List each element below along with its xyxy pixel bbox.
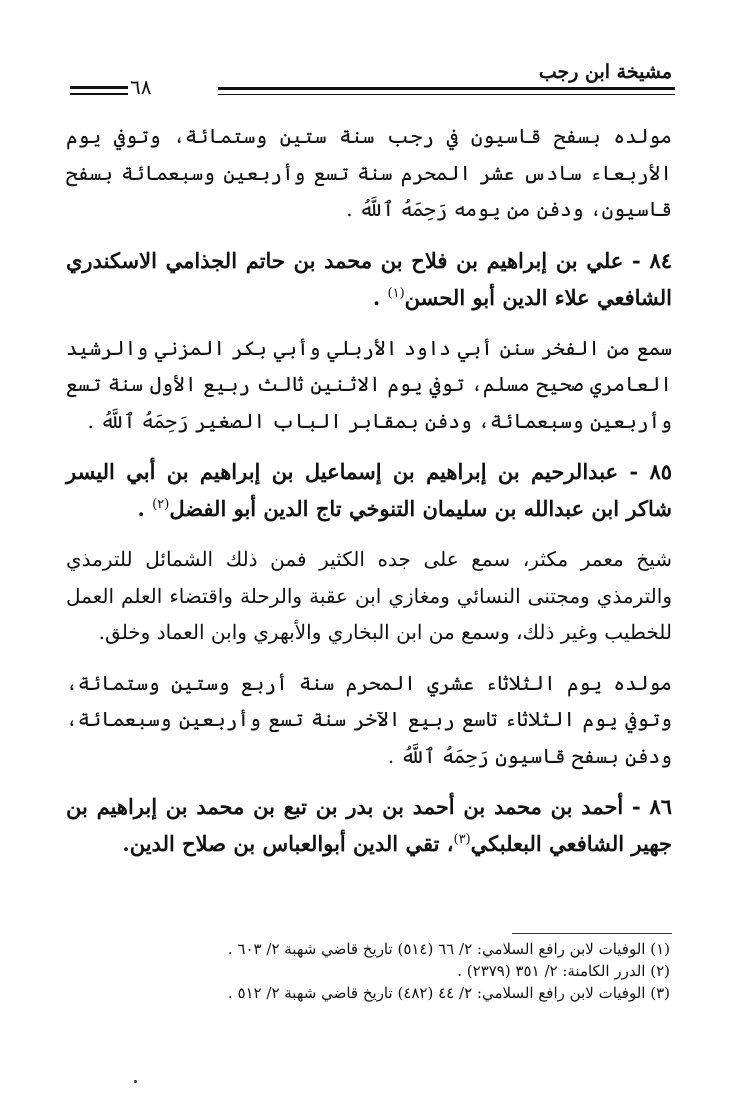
entry-85-text-2: مولده يوم الثلاثاء عشري المحرم سنة أربع وستين وستمائة، وتوفي يوم الثلاثاء تاسع ربيع الآخر سنة تسع وأربعين وسبعمائة، ودفن بسفح قاسيون رَحِمَهُ ٱللَّهُ . [66, 670, 672, 768]
entry-84-text: سمع من الفخر سنن أبي داود الأربلي وأبي بكر المزني والرشيد العامري صحيح مسلم، توفي يوم الاثنين ثالث ربيع الأول سنة تسع وأربعين وسبعمائة، ودفن بمقابر الباب الصغير رَحِمَهُ ٱللَّهُ . [66, 335, 672, 433]
footnote-2: (٢) الدرر الكامنة: ٢/ ٣٥١ (٢٣٧٩) . [457, 962, 670, 980]
entry-number: ٨٤ - [632, 247, 672, 273]
entry-name: عبدالرحيم بن إبراهيم بن إسماعيل بن إبراهيم بن أبي اليسر شاكر ابن عبدالله بن سليمان التنوخي تاج الدين أبو الفضل [66, 459, 672, 521]
header-rule-thick [218, 87, 675, 90]
main-text [66, 118, 672, 876]
entry-number: ٨٦ - [631, 794, 673, 819]
entry-number: ٨٥ - [629, 459, 672, 484]
entry-84-heading [66, 242, 672, 316]
footnote-ref[interactable]: (٣) [453, 832, 471, 847]
footnote-separator [512, 933, 672, 934]
entry-86-heading [66, 788, 672, 862]
entry-end: . [137, 496, 145, 521]
footnote-3: (٣) الوفيات لابن رافع السلامي: ٢/ ٤٤ (٤٨٢) تاريخ قاضي شهبة ٢/ ٥١٢ . [227, 984, 670, 1002]
entry-85-heading [66, 453, 672, 527]
footnote-ref[interactable]: (١) [387, 285, 405, 301]
footnotes [66, 938, 670, 1004]
entry-name: علي بن إبراهيم بن فلاح بن محمد بن حاتم الجذامي الاسكندري الشافعي علاء الدين أبو الحسن [66, 247, 672, 310]
page-number-rule-thick [70, 86, 128, 89]
paragraph-continuation: مولده بسفح قاسيون في رجب سنة ستين وستمائة، وتوفي يوم الأربعاء سادس عشر المحرم سنة تسع وأربعين وسبعمائة بسفح قاسيون، ودفن من يومه رَحِمَهُ ٱللَّهُ . [66, 124, 672, 221]
entry-end: . [372, 284, 381, 310]
entry-85-text-1: شيخ معمر مكثر، سمع على جده الكثير فمن ذلك الشمائل للترمذي والترمذي ومجتنى النسائي ومغازي ابن عقبة والرحلة واقتضاء العلم العمل للخطيب وغير ذلك، وسمع من ابن البخاري والأبهري وابن العماد وخلق. [66, 547, 672, 644]
footnote-ref[interactable]: (٢) [152, 497, 170, 512]
entry-name: أحمد بن محمد بن أحمد بن بدر بن تبع بن محمد بن إبراهيم بن جهير الشافعي البعلبكي [66, 794, 672, 856]
entry-name-continued: ، تقي الدين أبوالعباس بن صلاح الدين. [122, 831, 454, 856]
page-number: ٦٨ [130, 75, 152, 99]
page-number-rule-thin [70, 93, 128, 95]
running-title: مشيخة ابن رجب [538, 61, 672, 83]
footnote-1: (١) الوفيات لابن رافع السلامي: ٢/ ٦٦ (٥١٤) تاريخ قاضي شهبة ٢/ ٦٠٣ . [227, 940, 670, 958]
header-rule-thin [218, 94, 675, 95]
print-mark [134, 1080, 137, 1083]
